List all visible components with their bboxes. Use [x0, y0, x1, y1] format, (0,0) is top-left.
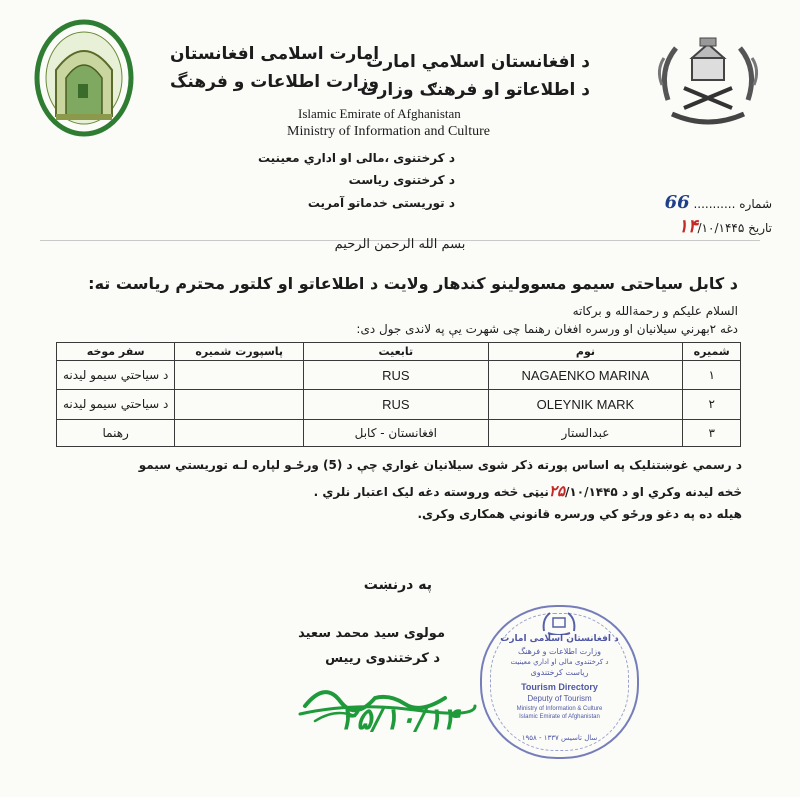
row-name: NAGAENKO MARINA	[488, 361, 683, 390]
table-row	[57, 361, 741, 390]
stamp-line-8: Islamic Emirate of Afghanistan	[519, 714, 600, 720]
header-pashto-ministry: د اطلاعاتو او فرهنګ وزارت	[360, 80, 590, 100]
table-row	[57, 419, 741, 446]
row-name: OLEYNIK MARK	[488, 390, 683, 419]
date-handwritten-day: ۱۴	[678, 216, 698, 237]
dept-deputy-ministry: د کرختنوی ،مالی او اداري معینیت	[257, 151, 455, 165]
closing-regards: په درنښت	[363, 577, 432, 593]
stamp-line-3: د کرختندوی مالی او اداري معینیت	[510, 658, 609, 666]
header-passport: پاسپورت شمیره	[175, 343, 304, 361]
stamp-line-5: Tourism Directory	[521, 682, 598, 692]
handwritten-date: ۲۵/۱۰/۱۴	[340, 702, 459, 737]
paragraph-line-2	[314, 482, 742, 500]
emirate-coat-of-arms-icon	[648, 30, 768, 132]
number-label: شماره	[739, 197, 772, 211]
ministry-logo-emblem	[34, 18, 134, 138]
number-dots: ...........	[693, 197, 736, 211]
row-purpose: د سیاحتي سیمو لیدنه	[57, 390, 175, 419]
letter-subject: د کابل سیاحتی سیمو مسوولینو کندهار ولایت د اطلاعاتو او کلتور محترم ریاست ته:	[88, 274, 738, 293]
row-purpose: د سیاحتي سیمو لیدنه	[57, 361, 175, 390]
visitors-table	[56, 342, 741, 447]
official-stamp	[480, 605, 639, 759]
row-nationality: RUS	[304, 361, 488, 390]
paragraph-line-1: د رسمي غوښتنلیک په اساس پورته ذکر شوی سیلانیان غواري چې د (5) ورځـو لپاره لـه توریستي سیمو	[138, 458, 742, 472]
stamp-line-9: سال تاسیس ۱۳۳۷ - ۱۹۵۸	[521, 734, 598, 742]
header-dari-ministry: وزارت اطلاعات و فرهنگ	[170, 72, 380, 92]
greeting: السلام علیکم و رحمة‌الله و برکاته	[572, 304, 738, 318]
row-passport	[175, 361, 304, 390]
stamp-line-2: وزارت اطلاعات و فرهنگ	[518, 647, 601, 656]
row-passport	[175, 419, 304, 446]
letter-number	[665, 192, 772, 213]
paragraph-line-3: هیله ده په دغو ورځو کي ورسره قانوني همکاری وکری.	[417, 507, 742, 521]
intro-text: دغه ۲بهرني سیلانیان او ورسره افغان رهنما چی شهرت یې په لاندی جول دی:	[356, 322, 738, 336]
row-number: ۳	[683, 419, 741, 446]
header-number: شمیره	[683, 343, 741, 361]
header-pashto-emirate: د افغانستان اسلامي امارت	[366, 52, 590, 72]
bismillah: بسم الله الرحمن الرحیم	[334, 237, 466, 252]
dept-tourism-directorate: د کرختنوی ریاست	[348, 173, 455, 187]
date-rest: /۱۰/۱۴۴۵	[697, 221, 745, 235]
signer-title: د کرختندوی رییس	[325, 651, 440, 666]
header-english-ministry: Ministry of Information and Culture	[287, 124, 490, 139]
row-number: ۱	[683, 361, 741, 390]
date-label: تاریخ	[748, 221, 772, 235]
paragraph-line-2-a: څخه لیدنه وکري او د	[621, 485, 742, 499]
header-purpose: سفر موخه	[57, 343, 175, 361]
header-name: نوم	[488, 343, 683, 361]
number-value: 66	[664, 192, 690, 213]
header-english-emirate: Islamic Emirate of Afghanistan	[298, 106, 461, 121]
stamp-line-6: Deputy of Tourism	[527, 694, 592, 703]
header-nationality: تابعیت	[304, 343, 488, 361]
header-dari-emirate: امارت اسلامی افغانستان	[170, 44, 380, 64]
row-purpose: رهنما	[57, 419, 175, 446]
row-passport	[175, 390, 304, 419]
dept-tourism-services: د توریستی خدماتو آمریت	[307, 196, 455, 210]
stamp-emblem-icon	[540, 611, 578, 635]
paragraph-line-2-b: /۱۰/۱۴۴۵نیټی څخه وروسته دغه لیک اعتبار نلري .	[313, 485, 618, 499]
row-name: عبدالستار	[488, 419, 683, 446]
signer-name: مولوی سید محمد سعید	[298, 626, 445, 641]
letter-date	[678, 216, 772, 237]
table-header-row	[57, 343, 741, 361]
stamp-line-7: Ministry of Information & Culture	[516, 706, 603, 712]
stamp-line-1: د افغانستان اسلامی امارت	[500, 634, 619, 644]
table-row	[57, 390, 741, 419]
stamp-line-4: ریاست کرختندوی	[530, 668, 589, 677]
paragraph-handwritten-day: ۲۵	[548, 482, 566, 500]
row-nationality: افغانستان - کابل	[304, 419, 488, 446]
row-number: ۲	[683, 390, 741, 419]
row-nationality: RUS	[304, 390, 488, 419]
